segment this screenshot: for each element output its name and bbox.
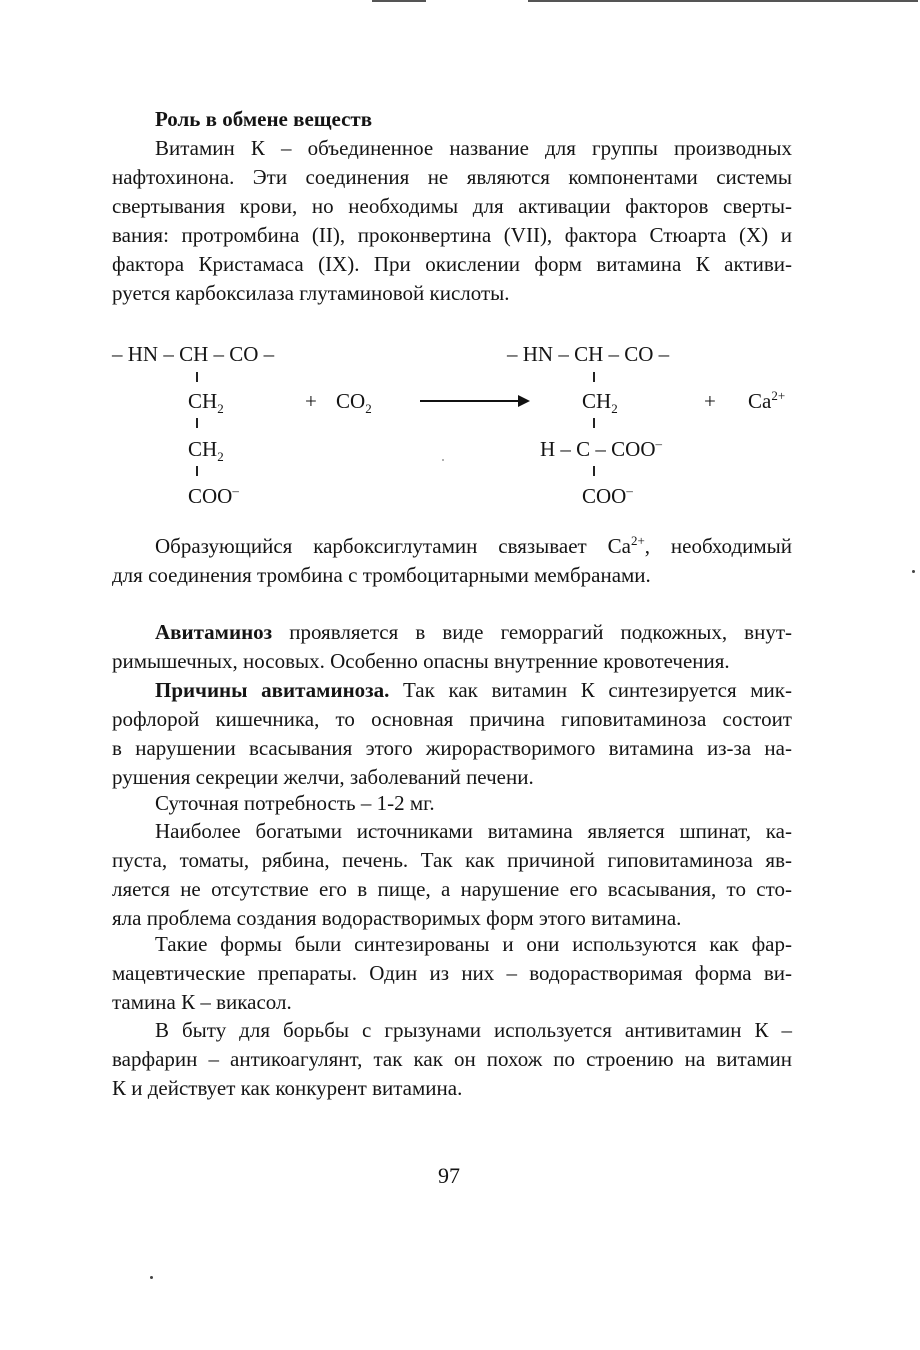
- paragraph-carboxyglutamine: [112, 532, 792, 590]
- paragraph-sources: [112, 817, 792, 933]
- text-line: ляется не отсутствие его в пище, а нарушение его всасывания, то сто-: [112, 877, 792, 901]
- reaction-arrow: [420, 400, 528, 402]
- text-line: тамина К – викасол.: [112, 990, 292, 1014]
- text-fragment: проявляется в виде геморрагий подкожных, внут-: [272, 620, 792, 644]
- text-line: римышечных, носовых. Особенно опасны внутренние кровотечения.: [112, 649, 730, 673]
- charge-minus: –: [232, 483, 239, 498]
- text-line: Суточная потребность – 1-2 мг.: [155, 791, 435, 815]
- left-ch2-second: [188, 437, 224, 465]
- plus-sign-first: +: [305, 389, 317, 413]
- left-ch2-second-text: CH: [188, 437, 218, 461]
- right-coo-text: COO: [582, 484, 627, 508]
- bond-line: [593, 372, 595, 382]
- text-line: нафтохинона. Эти соединения не являются компонентами системы: [112, 165, 792, 189]
- text-line: мацевтические препараты. Один из них – водорастворимая форма ви-: [112, 961, 792, 985]
- bold-term: Авитаминоз: [155, 620, 273, 644]
- text-line: варфарин – антикоагулянт, так как он похож по строению на витамин: [112, 1047, 792, 1071]
- paragraph-causes: [112, 676, 792, 792]
- subscript: 2: [611, 401, 618, 417]
- bond-line: [196, 466, 198, 476]
- calcium-text: Ca: [748, 389, 772, 413]
- charge-superscript: 2+: [771, 388, 786, 403]
- text-line: руется карбоксилаза глутаминовой кислоты.: [112, 281, 510, 305]
- carbon-dioxide: [336, 389, 372, 417]
- text-fragment: Образующийся карбоксиглутамин связывает Ca: [155, 534, 631, 558]
- text-line: фактора Кристамаса (IX). При окислении форм витамина К активи-: [112, 252, 792, 276]
- subscript: 2: [365, 401, 372, 417]
- scan-speck: [442, 459, 444, 461]
- paragraph-daily-requirement: [112, 789, 792, 818]
- right-backbone: – HN – CH – CO –: [507, 342, 670, 366]
- charge-superscript: 2+: [630, 533, 645, 548]
- text-line: [112, 532, 792, 561]
- charge-minus: –: [626, 483, 633, 498]
- charge-minus: –: [655, 436, 663, 451]
- text-line: рушения секреции желчи, заболеваний печени.: [112, 765, 534, 789]
- right-ch2: [582, 389, 618, 417]
- text-line: Витамин К – объединенное название для группы производных: [155, 136, 792, 160]
- top-rule-right: [528, 0, 918, 2]
- text-fragment: , необходимый: [644, 534, 792, 558]
- hc-coo-text: H – C – COO: [540, 437, 656, 461]
- calcium-ion: [748, 389, 785, 413]
- paragraph-forms: [112, 930, 792, 1017]
- paragraph-vitamin-k: [112, 134, 792, 308]
- left-ch2-first: [188, 389, 224, 417]
- left-carboxylate: [188, 484, 239, 508]
- bold-term: Причины авитаминоза.: [155, 678, 390, 702]
- left-backbone: – HN – CH – CO –: [112, 342, 275, 366]
- scan-speck: [912, 570, 915, 573]
- text-line: для соединения тромбина с тромбоцитарными мембранами.: [112, 563, 651, 587]
- paragraph-avitaminosis: [112, 618, 792, 676]
- subscript: 2: [217, 401, 224, 417]
- text-line: Наиболее богатыми источниками витамина является шпинат, ка-: [155, 819, 792, 843]
- text-line: [112, 618, 792, 647]
- text-line: яла проблема создания водорастворимых форм этого витамина.: [112, 906, 682, 930]
- right-carboxylate: [582, 484, 633, 508]
- bond-line: [593, 466, 595, 476]
- text-line: в нарушении всасывания этого жирорастворимого витамина из-за на-: [112, 736, 792, 760]
- right-malonyl-group: [540, 437, 662, 461]
- text-line: Такие формы были синтезированы и они используются как фар-: [155, 932, 792, 956]
- section-heading: Роль в обмене веществ: [155, 107, 373, 131]
- text-line: вания: протромбина (II), проконвертина (VII), фактора Стюарта (X) и: [112, 223, 792, 247]
- bond-line: [196, 372, 198, 382]
- bond-line: [593, 418, 595, 428]
- text-line: К и действует как конкурент витамина.: [112, 1076, 463, 1100]
- left-coo-text: COO: [188, 484, 233, 508]
- right-ch2-text: CH: [582, 389, 612, 413]
- text-line: В быту для борьбы с грызунами используется антивитамин К –: [155, 1018, 792, 1042]
- subscript: 2: [217, 449, 224, 465]
- co2-text: CO: [336, 389, 366, 413]
- text-line: свертывания крови, но необходимы для активации факторов сверты-: [112, 194, 792, 218]
- paragraph-warfarin: [112, 1016, 792, 1103]
- text-fragment: Так как витамин К синтезируется мик-: [389, 678, 792, 702]
- bond-line: [196, 418, 198, 428]
- scan-speck: [150, 1276, 153, 1279]
- text-line: пуста, томаты, рябина, печень. Так как причиной гиповитаминоза яв-: [112, 848, 792, 872]
- top-rule-left: [372, 0, 426, 2]
- text-line: [112, 676, 792, 705]
- plus-sign-second: +: [704, 389, 716, 413]
- page-number: 97: [438, 1163, 460, 1188]
- left-ch2-first-text: CH: [188, 389, 218, 413]
- text-line: рофлорой кишечника, то основная причина гиповитаминоза состоит: [112, 707, 792, 731]
